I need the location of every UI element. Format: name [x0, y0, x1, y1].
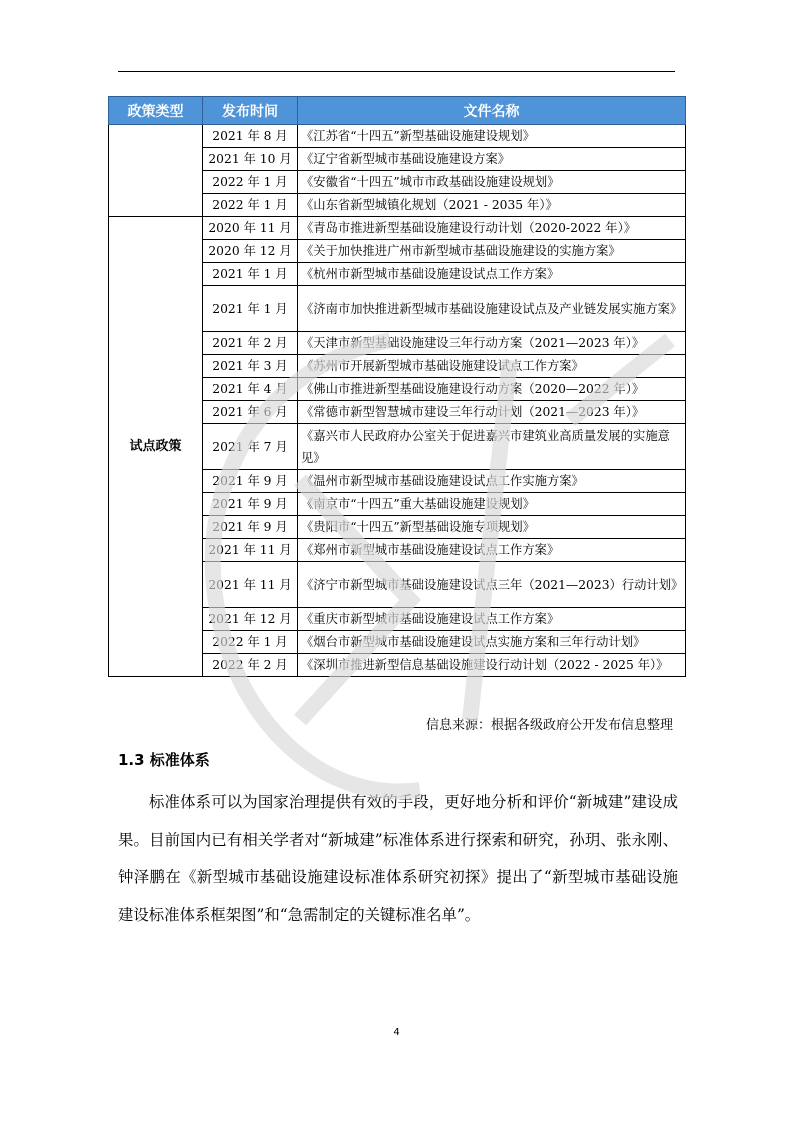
document-title-cell: 《济南市加快推进新型城市基础设施建设试点及产业链发展实施方案》 [298, 286, 686, 332]
release-date-cell: 2021 年 3 月 [203, 355, 298, 378]
release-date-cell: 2021 年 1 月 [203, 263, 298, 286]
document-title-cell: 《贵阳市“十四五”新型基础设施专项规划》 [298, 516, 686, 539]
release-date-cell: 2021 年 11 月 [203, 562, 298, 608]
document-title-cell: 《辽宁省新型城市基础设施建设方案》 [298, 148, 686, 171]
release-date-cell: 2022 年 1 月 [203, 194, 298, 217]
document-title-cell: 《深圳市推进新型信息基础设施建设行动计划（2022 - 2025 年）》 [298, 654, 686, 677]
release-date-cell: 2022 年 1 月 [203, 171, 298, 194]
release-date-cell: 2021 年 9 月 [203, 493, 298, 516]
release-date-cell: 2021 年 9 月 [203, 470, 298, 493]
document-title-cell: 《山东省新型城镇化规划（2021 - 2035 年）》 [298, 194, 686, 217]
release-date-cell: 2021 年 10 月 [203, 148, 298, 171]
release-date-cell: 2021 年 1 月 [203, 286, 298, 332]
release-date-cell: 2020 年 12 月 [203, 240, 298, 263]
document-title-cell: 《嘉兴市人民政府办公室关于促进嘉兴市建筑业高质量发展的实施意见》 [298, 424, 686, 470]
document-title-cell: 《温州市新型城市基础设施建设试点工作实施方案》 [298, 470, 686, 493]
document-title-cell: 《关于加快推进广州市新型城市基础设施建设的实施方案》 [298, 240, 686, 263]
page-number: 4 [393, 1027, 400, 1038]
document-title-cell: 《烟台市新型城市基础设施建设试点实施方案和三年行动计划》 [298, 631, 686, 654]
source-note: 信息来源：根据各级政府公开发布信息整理 [425, 718, 673, 733]
document-title-cell: 《重庆市新型城市基础设施建设试点工作方案》 [298, 608, 686, 631]
release-date-cell: 2021 年 9 月 [203, 516, 298, 539]
header-policy-type: 政策类型 [109, 97, 203, 125]
release-date-cell: 2022 年 2 月 [203, 654, 298, 677]
document-title-cell: 《南京市“十四五”重大基础设施建设规划》 [298, 493, 686, 516]
document-title-cell: 《安徽省“十四五”城市市政基础设施建设规划》 [298, 171, 686, 194]
document-title-cell: 《杭州市新型城市基础设施建设试点工作方案》 [298, 263, 686, 286]
document-title-cell: 《佛山市推进新型基础设施建设行动方案（2020—2022 年）》 [298, 378, 686, 401]
table-body [109, 125, 686, 677]
header-rule [118, 71, 675, 72]
release-date-cell: 2021 年 4 月 [203, 378, 298, 401]
header-release-date: 发布时间 [203, 97, 298, 125]
policy-category-cell: 试点政策 [109, 217, 203, 677]
release-date-cell: 2022 年 1 月 [203, 631, 298, 654]
release-date-cell: 2021 年 12 月 [203, 608, 298, 631]
document-title-cell: 《郑州市新型城市基础设施建设试点工作方案》 [298, 539, 686, 562]
section-heading: 1.3 标准体系 [118, 751, 210, 769]
release-date-cell: 2021 年 7 月 [203, 424, 298, 470]
release-date-cell: 2021 年 2 月 [203, 332, 298, 355]
policy-table [108, 96, 686, 677]
document-title-cell: 《江苏省“十四五”新型基础设施建设规划》 [298, 125, 686, 148]
policy-category-cell [109, 125, 203, 217]
table-row [109, 217, 686, 240]
header-document-name: 文件名称 [298, 97, 686, 125]
document-title-cell: 《常德市新型智慧城市建设三年行动计划（2021—2023 年）》 [298, 401, 686, 424]
release-date-cell: 2020 年 11 月 [203, 217, 298, 240]
release-date-cell: 2021 年 11 月 [203, 539, 298, 562]
body-paragraph: 标准体系可以为国家治理提供有效的手段，更好地分析和评价“新城建”建设成果。目前国内已有相关学者对“新城建”标准体系进行探索和研究，孙玥、张永刚、钟泽鹏在《新型城市基础设施建设标准体系研究初探》提出了“新型城市基础设施建设标准体系框架图”和“急需制定的关键标准名单”。 [118, 793, 678, 924]
document-title-cell: 《苏州市开展新型城市基础设施建设试点工作方案》 [298, 355, 686, 378]
document-title-cell: 《青岛市推进新型基础设施建设行动计划（2020-2022 年）》 [298, 217, 686, 240]
release-date-cell: 2021 年 8 月 [203, 125, 298, 148]
table-row [109, 125, 686, 148]
release-date-cell: 2021 年 6 月 [203, 401, 298, 424]
table-header-row [109, 97, 686, 125]
document-title-cell: 《天津市新型基础设施建设三年行动方案（2021—2023 年）》 [298, 332, 686, 355]
document-title-cell: 《济宁市新型城市基础设施建设试点三年（2021—2023）行动计划》 [298, 562, 686, 608]
